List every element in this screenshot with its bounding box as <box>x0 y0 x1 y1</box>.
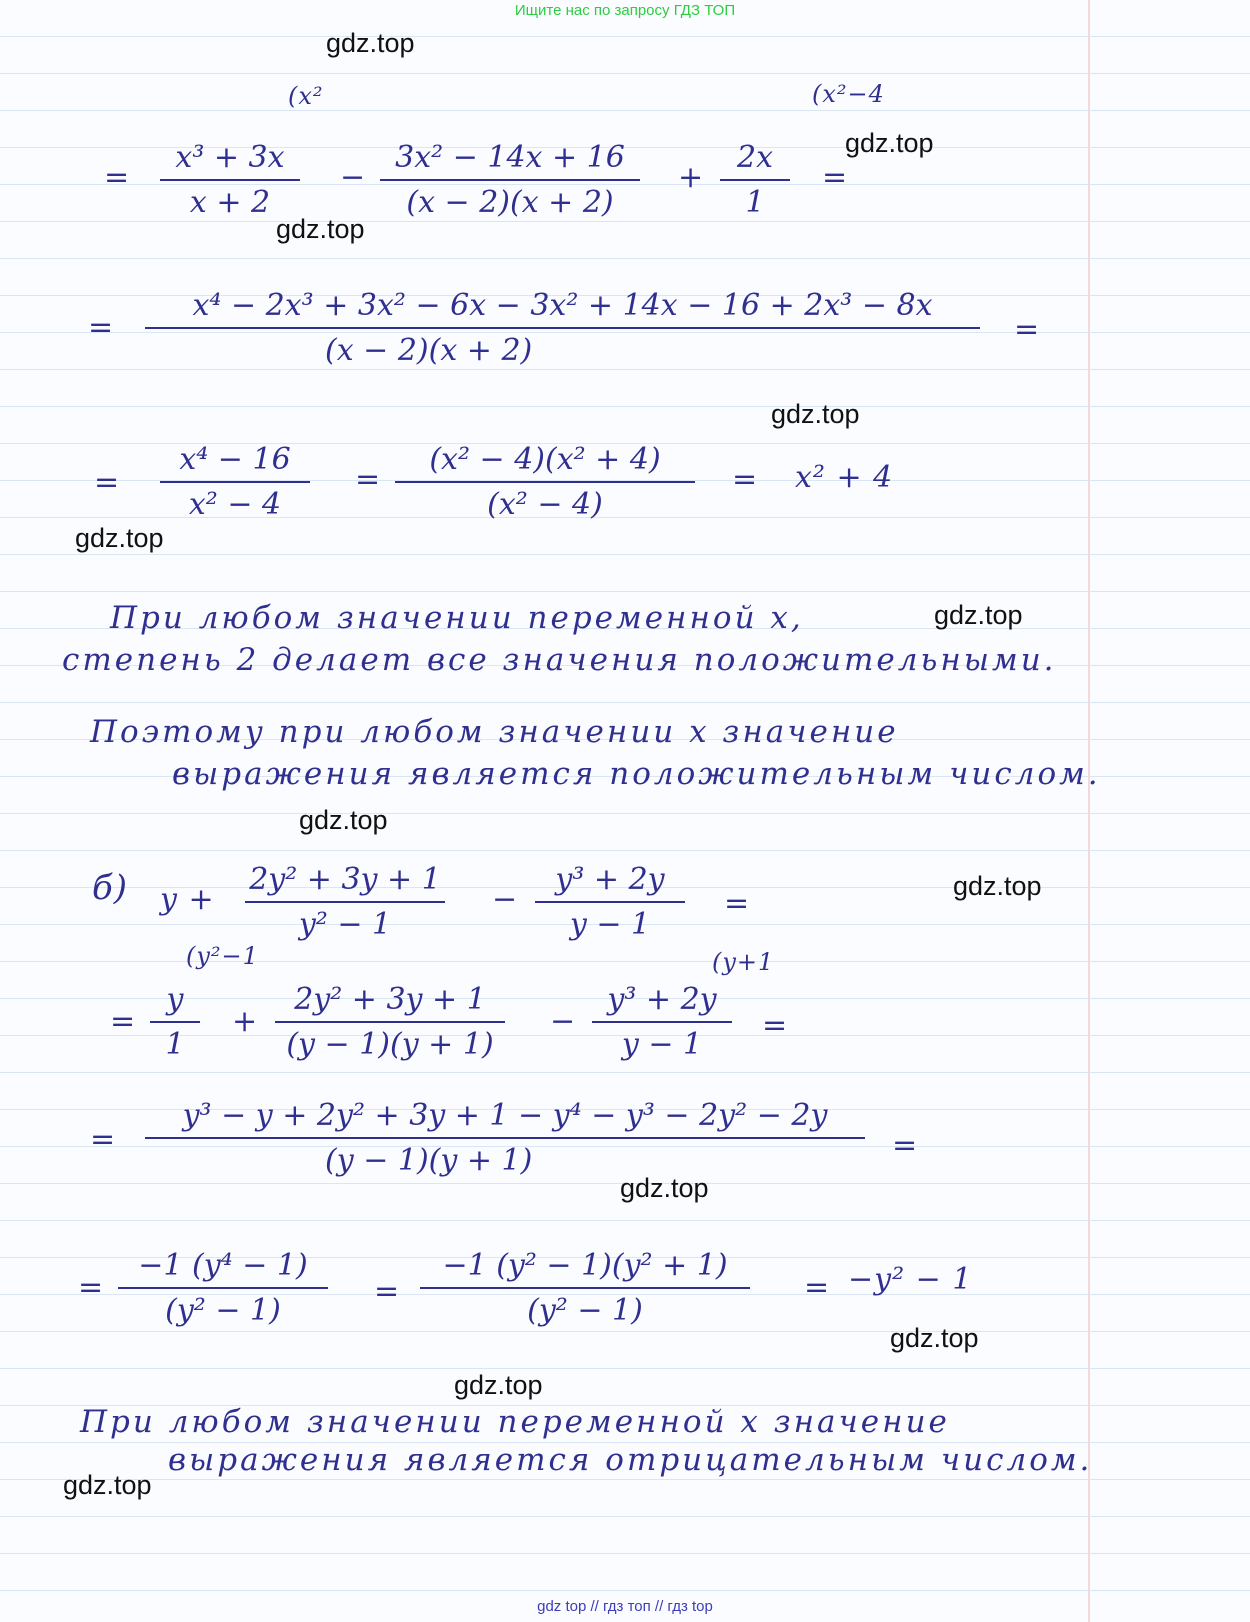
numerator: 3x² − 14x + 16 <box>395 140 625 175</box>
conclusion-line: степень 2 делает все значения положительными. <box>62 642 1057 678</box>
fraction-bar <box>420 1287 750 1289</box>
numerator: 2y² + 3y + 1 <box>294 982 486 1017</box>
fraction <box>720 140 790 220</box>
operator: − <box>492 882 519 917</box>
watermark: gdz.top <box>276 214 365 244</box>
fraction <box>145 288 980 368</box>
equals-sign: = <box>78 1270 105 1305</box>
denominator: (y − 1)(y + 1) <box>286 1027 494 1062</box>
expression-lead: y + <box>160 882 215 917</box>
fraction-bar <box>145 1137 865 1139</box>
fraction <box>160 442 310 522</box>
denominator: (y² − 1) <box>165 1293 281 1328</box>
equals-sign: = <box>804 1270 831 1305</box>
watermark: gdz.top <box>620 1173 709 1203</box>
numerator: y <box>166 982 184 1017</box>
multiplier-note: (y+1 <box>712 948 775 976</box>
fraction <box>245 862 445 942</box>
watermark: gdz.top <box>845 128 934 158</box>
conclusion-line: При любом значении переменной x, <box>110 600 804 636</box>
fraction <box>118 1248 328 1328</box>
equals-sign: = <box>104 160 131 195</box>
denominator: (y² − 1) <box>527 1293 643 1328</box>
equals-sign: = <box>892 1128 919 1163</box>
conclusion-line: При любом значении переменной x значение <box>80 1404 950 1440</box>
fraction-bar <box>592 1021 732 1023</box>
operator: + <box>678 160 705 195</box>
part-label: б) <box>92 868 129 908</box>
multiplier-note: (x² <box>288 82 324 110</box>
footer-links[interactable]: gdz top // гдз топ // гдз top <box>537 1598 713 1615</box>
denominator: y² − 1 <box>298 907 392 942</box>
fraction-bar <box>275 1021 505 1023</box>
equals-sign: = <box>355 462 382 497</box>
fraction-bar <box>395 481 695 483</box>
numerator: x⁴ − 16 <box>179 442 291 477</box>
watermark: gdz.top <box>771 399 860 429</box>
numerator: y³ + 2y <box>555 862 665 897</box>
denominator: (x² − 4) <box>487 487 603 522</box>
result: x² + 4 <box>795 460 894 495</box>
denominator: (x − 2)(x + 2) <box>325 333 533 368</box>
fraction-bar <box>145 327 980 329</box>
result: −y² − 1 <box>848 1262 973 1297</box>
numerator: 2y² + 3y + 1 <box>249 862 441 897</box>
fraction <box>150 982 200 1062</box>
fraction <box>395 442 695 522</box>
fraction-bar <box>160 179 300 181</box>
fraction-bar <box>535 901 685 903</box>
watermark: gdz.top <box>299 805 388 835</box>
numerator: y³ − y + 2y² + 3y + 1 − y⁴ − y³ − 2y² − 2y <box>182 1098 828 1133</box>
denominator: 1 <box>745 185 765 220</box>
multiplier-note: (y²−1 <box>186 942 259 970</box>
equals-sign: = <box>88 310 115 345</box>
watermark: gdz.top <box>75 523 164 553</box>
watermark: gdz.top <box>934 600 1023 630</box>
equals-sign: = <box>94 465 121 500</box>
numerator: x⁴ − 2x³ + 3x² − 6x − 3x² + 14x − 16 + 2x³ − 8x <box>192 288 933 323</box>
fraction <box>160 140 300 220</box>
equals-sign: = <box>724 886 751 921</box>
equals-sign: = <box>110 1004 137 1039</box>
top-banner[interactable]: Ищите нас по запросу ГДЗ ТОП <box>514 2 736 19</box>
fraction <box>592 982 732 1062</box>
fraction-bar <box>720 179 790 181</box>
multiplier-note: (x²−4 <box>812 80 885 108</box>
watermark: gdz.top <box>326 28 415 58</box>
conclusion-line: выражения является отрицательным числом. <box>168 1442 1093 1478</box>
equals-sign: = <box>1014 312 1041 347</box>
fraction-bar <box>245 901 445 903</box>
fraction <box>145 1098 865 1178</box>
fraction <box>380 140 640 220</box>
equals-sign: = <box>374 1274 401 1309</box>
denominator: 1 <box>165 1027 185 1062</box>
fraction <box>275 982 505 1062</box>
margin-line <box>1088 0 1090 1622</box>
denominator: y − 1 <box>621 1027 703 1062</box>
watermark: gdz.top <box>454 1370 543 1400</box>
fraction-bar <box>118 1287 328 1289</box>
denominator: x + 2 <box>189 185 271 220</box>
operator: − <box>550 1004 577 1039</box>
denominator: y − 1 <box>569 907 651 942</box>
equals-sign: = <box>762 1008 789 1043</box>
denominator: (x − 2)(x + 2) <box>406 185 614 220</box>
fraction-bar <box>150 1021 200 1023</box>
conclusion-line: Поэтому при любом значении x значение <box>90 714 899 750</box>
operator: + <box>232 1004 259 1039</box>
fraction-bar <box>380 179 640 181</box>
fraction <box>535 862 685 942</box>
watermark: gdz.top <box>953 871 1042 901</box>
numerator: (x² − 4)(x² + 4) <box>429 442 661 477</box>
numerator: −1 (y⁴ − 1) <box>138 1248 308 1283</box>
denominator: (y − 1)(y + 1) <box>325 1143 533 1178</box>
fraction-bar <box>160 481 310 483</box>
numerator: 2x <box>736 140 773 175</box>
equals-sign: = <box>822 160 849 195</box>
watermark: gdz.top <box>63 1470 152 1500</box>
denominator: x² − 4 <box>188 487 282 522</box>
fraction <box>420 1248 750 1328</box>
numerator: x³ + 3x <box>175 140 285 175</box>
watermark: gdz.top <box>890 1323 979 1353</box>
operator: − <box>340 160 367 195</box>
numerator: −1 (y² − 1)(y² + 1) <box>442 1248 728 1283</box>
equals-sign: = <box>90 1122 117 1157</box>
equals-sign: = <box>732 462 759 497</box>
numerator: y³ + 2y <box>607 982 717 1017</box>
conclusion-line: выражения является положительным числом. <box>172 756 1101 792</box>
